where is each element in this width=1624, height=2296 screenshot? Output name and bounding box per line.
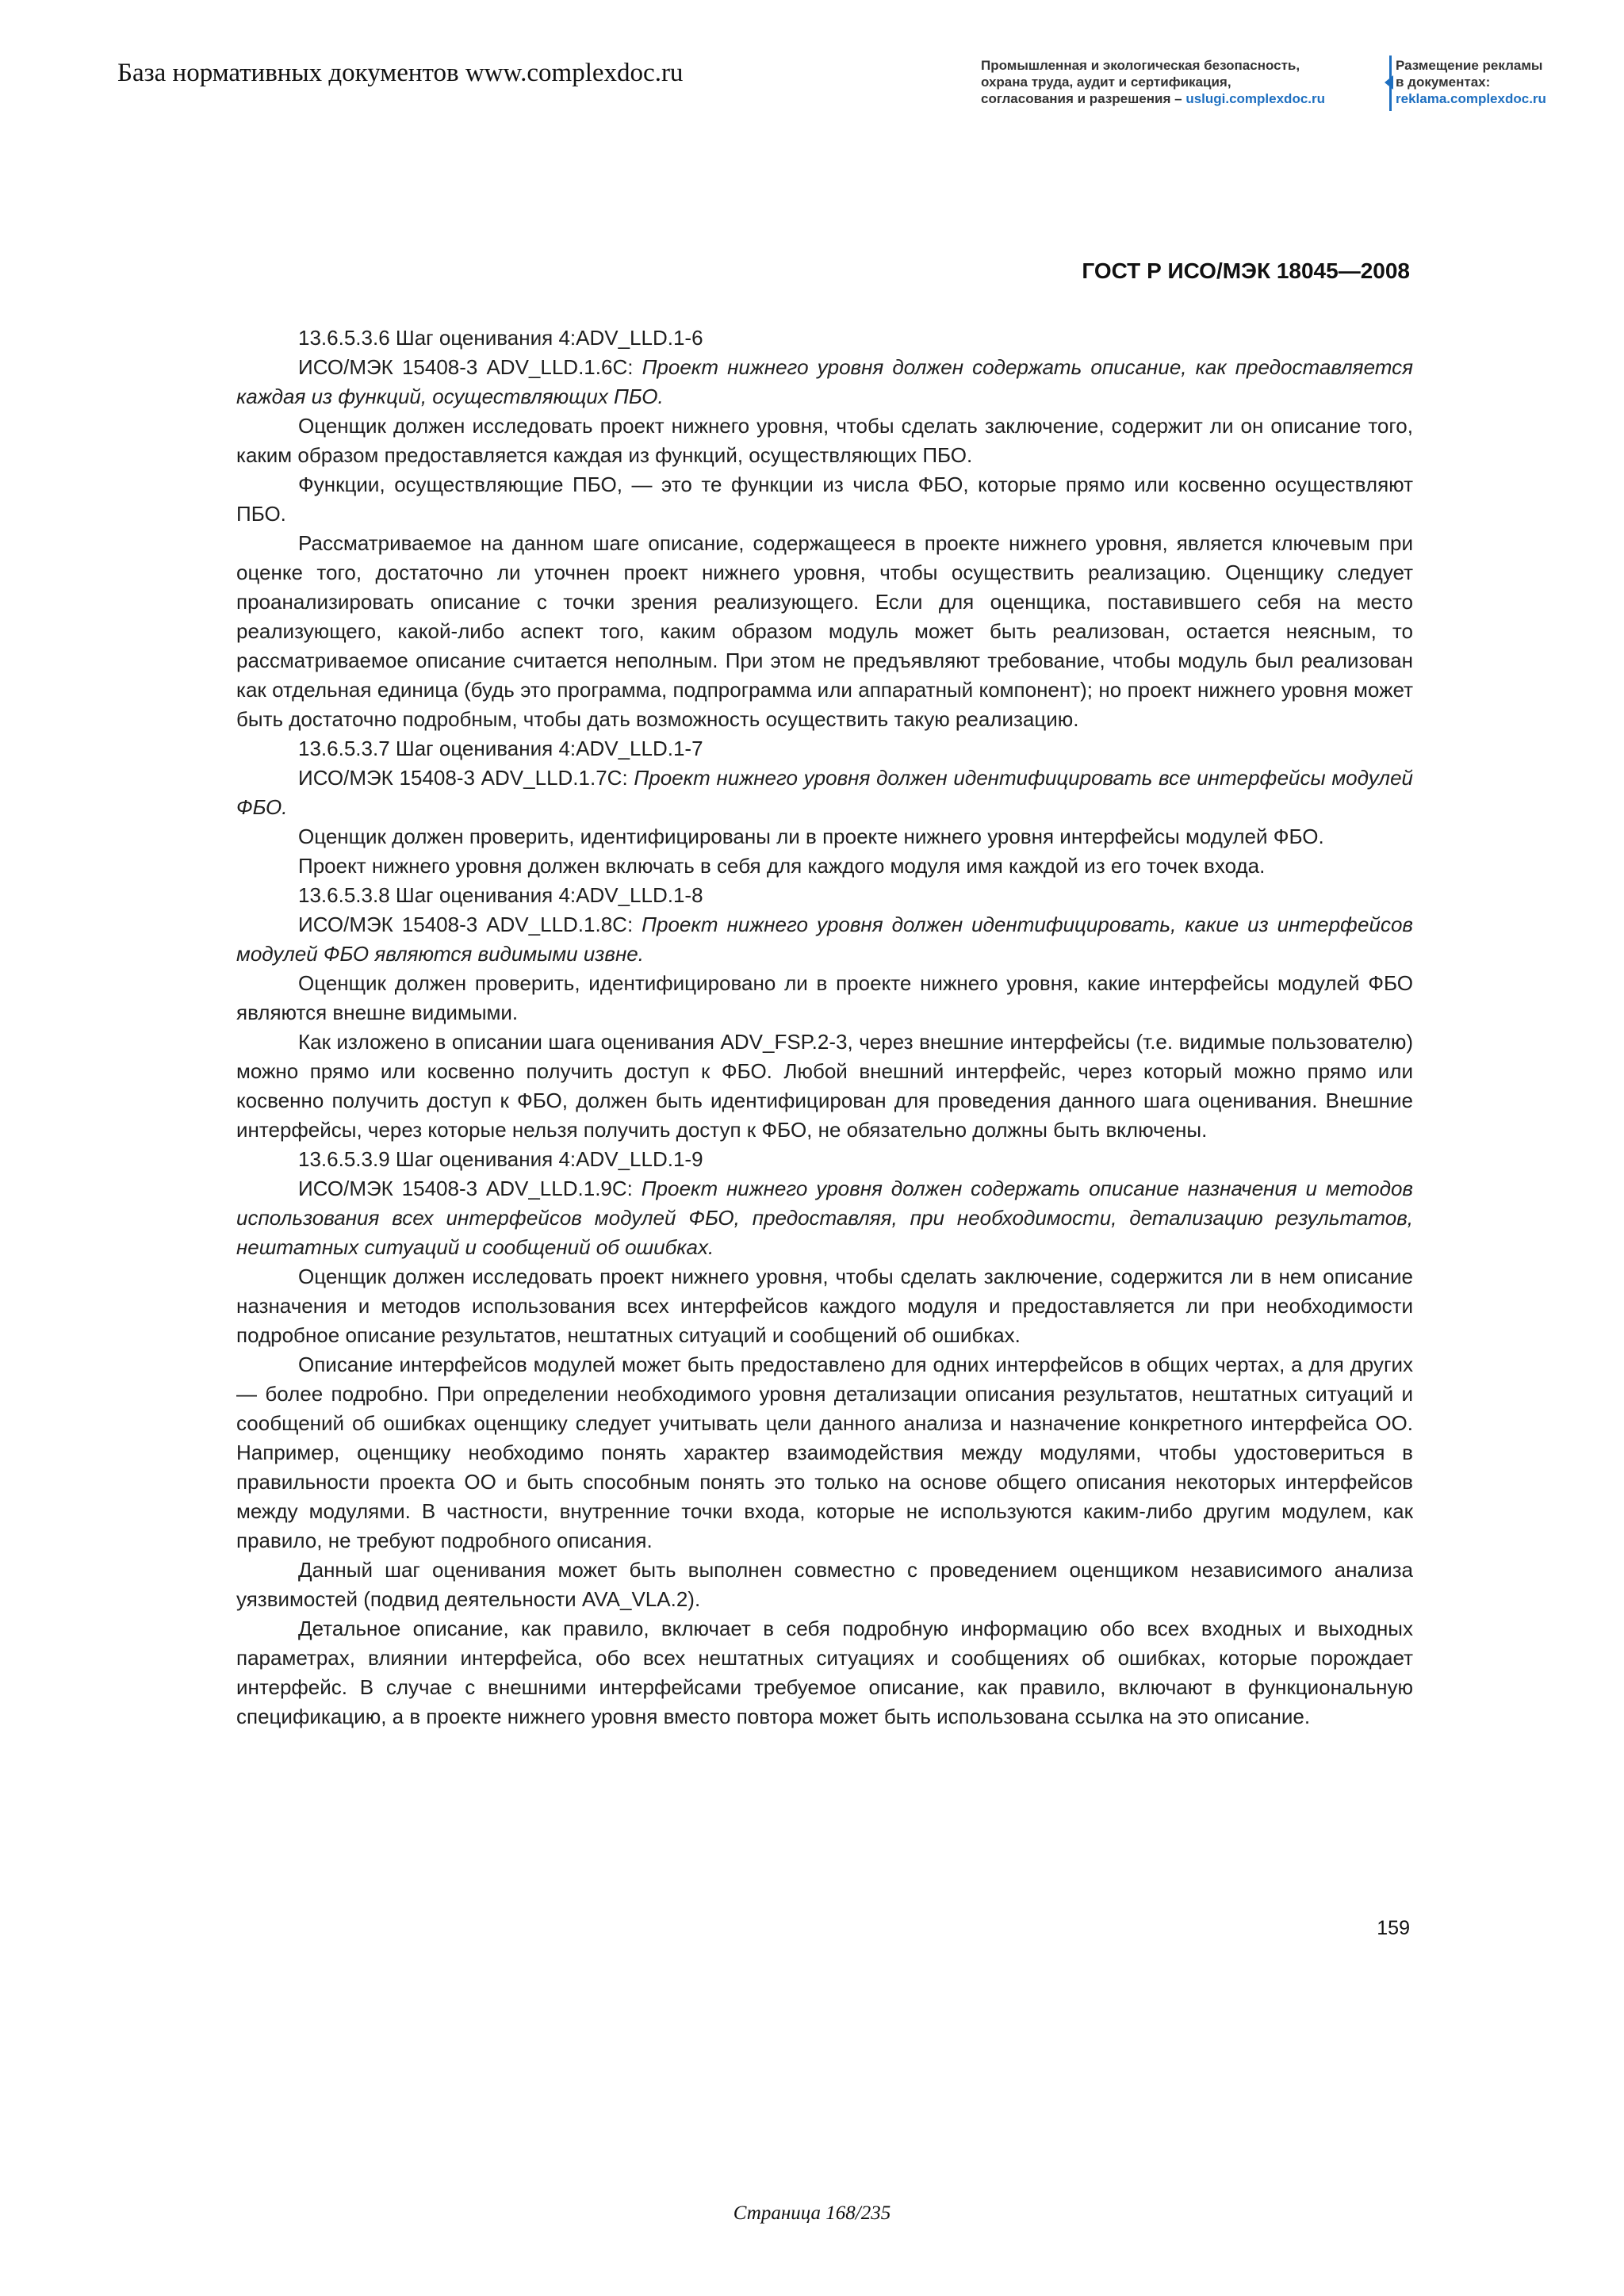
requirement-ref xyxy=(236,1174,1413,1262)
page-footer: Страница 168/235 xyxy=(733,2202,891,2224)
requirement-text: Проект нижнего уровня должен содержать описание назначения и методов использования всех интерфейсов модулей ФБО, предоставляя, при необходимости, детализацию результатов, нештатных ситуаций и сообщений об ошибках. xyxy=(236,1177,1414,1259)
paragraph: Детальное описание, как правило, включает в себя подробную информацию обо всех входных и выходных параметрах, влиянии интерфейса, обо всех нештатных ситуациях и сообщениях об ошибках, которые порождает интерфейс. В случае с внешними интерфейсами требуемое описание, как правило, включают в функциональную спецификацию, а в проекте нижнего уровня вместо повтора может быть использована ссылка на это описание. xyxy=(236,1617,1413,1728)
paragraph: Данный шаг оценивания может быть выполнен совместно с проведением оценщиком независимого анализа уязвимостей (подвид деятельности AVA_VLA.2). xyxy=(236,1558,1413,1611)
page-number: 159 xyxy=(1377,1917,1410,1939)
requirement-code: ИСО/МЭК 15408-3 ADV_LLD.1.8С: xyxy=(298,913,642,936)
requirement-ref xyxy=(236,353,1413,411)
section-heading: 13.6.5.3.9 Шаг оценивания 4:ADV_LLD.1-9 xyxy=(298,1147,703,1171)
document-header: ГОСТ Р ИСО/МЭК 18045—2008 xyxy=(1082,258,1410,283)
paragraph: Функции, осуществляющие ПБО, — это те функции из числа ФБО, которые прямо или косвенно осуществляют ПБО. xyxy=(236,473,1413,526)
section-heading: 13.6.5.3.6 Шаг оценивания 4:ADV_LLD.1-6 xyxy=(298,326,703,350)
paragraph: Описание интерфейсов модулей может быть предоставлено для одних интерфейсов в общих чертах, а для других — более подробно. При определении необходимого уровня детализации описания результатов, нештатных ситуаций и сообщений об ошибках оценщику следует учитывать цели данного анализа и назначение конкретного интерфейса ОО. Например, оценщику необходимо понять характер взаимодействия между модулями, чтобы удостовериться в правильности проекта ОО и быть способным понять это только на основе общего описания некоторых интерфейсов между модулями. В частности, внутренние точки входа, которые не используются каким-либо другим модулем, как правило, не требуют подробного описания. xyxy=(236,1353,1413,1552)
promo-line-2: охрана труда, аудит и сертификация, xyxy=(981,75,1231,90)
document-body xyxy=(236,323,1413,1732)
section-heading: 13.6.5.3.8 Шаг оценивания 4:ADV_LLD.1-8 xyxy=(298,883,703,907)
services-link[interactable]: uslugi.complexdoc.ru xyxy=(1185,91,1326,106)
paragraph: Оценщик должен проверить, идентифицированы ли в проекте нижнего уровня интерфейсы модулей ФБО. xyxy=(298,825,1324,848)
promo-line-1: Промышленная и экологическая безопасность, xyxy=(981,58,1300,73)
paragraph: Оценщик должен исследовать проект нижнего уровня, чтобы сделать заключение, содержит ли он описание того, каким образом предоставляется каждая из функций, осуществляющих ПБО. xyxy=(236,414,1413,467)
paragraph: Рассматриваемое на данном шаге описание, содержащееся в проекте нижнего уровня, является ключевым при оценке того, достаточно ли уточнен проект нижнего уровня, чтобы осуществить реализацию. Оценщику следует проанализировать описание с точки зрения реализующего. Если для оценщика, поставившего себя на место реализующего, какой-либо аспект того, каким образом модуль может быть реализован, остается неясным, то рассматриваемое описание считается неполным. При этом не предъявляют требование, чтобы модуль был реализован как отдельная единица (будь это программа, подпрограмма или аппаратный компонент); но проект нижнего уровня может быть достаточно подробным, чтобы дать возможность осуществить такую реализацию. xyxy=(236,531,1413,731)
triangle-left-icon xyxy=(1385,75,1393,90)
requirement-code: ИСО/МЭК 15408-3 ADV_LLD.1.7С: xyxy=(298,766,634,790)
ads-promo xyxy=(1396,57,1546,107)
requirement-text: Проект нижнего уровня должен идентифицировать, какие из интерфейсов модулей ФБО являются видимыми извне. xyxy=(236,913,1413,966)
ads-link[interactable]: reklama.complexdoc.ru xyxy=(1396,91,1546,106)
ads-line-1: Размещение рекламы xyxy=(1396,58,1543,73)
paragraph: Проект нижнего уровня должен включать в себя для каждого модуля имя каждой из его точек входа. xyxy=(298,854,1266,878)
paragraph: Как изложено в описании шага оценивания ADV_FSP.2-3, через внешние интерфейсы (т.е. видимые пользователю) можно прямо или косвенно получить доступ к ФБО. Любой внешний интерфейс, через который можно прямо или косвенно получить доступ к ФБО, должен быть идентифицирован для проведения данного шага оценивания. Внешние интерфейсы, через которые нельзя получить доступ к ФБО, не обязательно должны быть включены. xyxy=(236,1030,1413,1142)
paragraph: Оценщик должен исследовать проект нижнего уровня, чтобы сделать заключение, содержится ли в нем описание назначения и методов использования всех интерфейсов каждого модуля и предоставляется ли при необходимости подробное описание результатов, нештатных ситуаций и сообщений об ошибках. xyxy=(236,1265,1413,1347)
requirement-text: Проект нижнего уровня должен идентифицировать все интерфейсы модулей ФБО. xyxy=(236,766,1413,819)
section-heading: 13.6.5.3.7 Шаг оценивания 4:ADV_LLD.1-7 xyxy=(298,737,703,760)
promo-line-3-prefix: согласования и разрешения – xyxy=(981,91,1186,106)
requirement-ref xyxy=(236,763,1413,822)
requirement-text: Проект нижнего уровня должен содержать описание, как предоставляется каждая из функций, осуществляющих ПБО. xyxy=(236,355,1413,408)
promo-line-3 xyxy=(981,90,1385,107)
requirement-ref xyxy=(236,910,1413,969)
requirement-code: ИСО/МЭК 15408-3 ADV_LLD.1.6С: xyxy=(298,355,642,379)
paragraph: Оценщик должен проверить, идентифицировано ли в проекте нижнего уровня, какие интерфейсы модулей ФБО являются внешне видимыми. xyxy=(236,971,1413,1024)
requirement-code: ИСО/МЭК 15408-3 ADV_LLD.1.9С: xyxy=(298,1177,642,1200)
services-promo xyxy=(981,57,1385,107)
site-title: База нормативных документов www.complexdoc.ru xyxy=(117,59,684,87)
ads-line-2: в документах: xyxy=(1396,75,1491,90)
